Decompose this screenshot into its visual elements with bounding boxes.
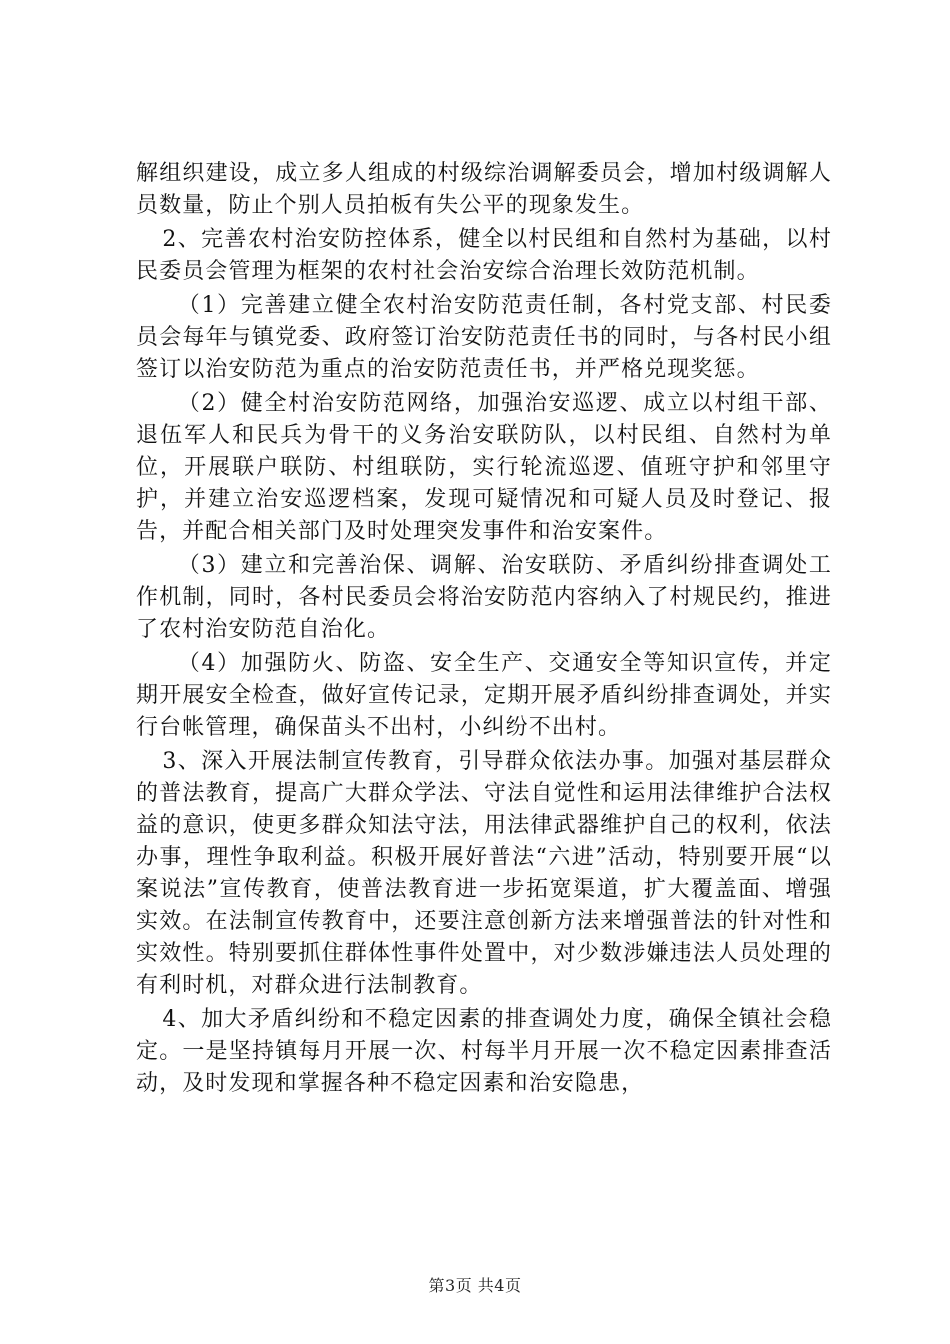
- page-number-footer: 第3页 共4页: [428, 1276, 522, 1295]
- paragraph-section-3: 3、深入开展法制宣传教育，引导群众依法办事。加强对基层群众的普法教育，提高广大群众学法、守法自觉性和运用法律维护合法权益的意识，使更多群众知法守法，用法律武器维护自己的权利，依法办事，理性争取利益。积极开展好普法“六进”活动，特别要开展“以案说法”宣传教育，使普法教育进一步拓宽渠道，扩大覆盖面、增强实效。在法制宣传教育中，还要注意创新方法来增强普法的针对性和实效性。特别要抓住群体性事件处置中，对少数涉嫌违法人员处理的有利时机，对群众进行法制教育。: [136, 749, 832, 998]
- paragraph-continuation: 解组织建设，成立多人组成的村级综治调解委员会，增加村级调解人员数量，防止个别人员拍板有失公平的现象发生。: [136, 161, 832, 218]
- paragraph-section-2: 2、完善农村治安防控体系，健全以村民组和自然村为基础，以村民委员会管理为框架的农村社会治安综合治理长效防范机制。: [136, 227, 832, 284]
- paragraph-item-1: （1）完善建立健全农村治安防范责任制，各村党支部、村民委员会每年与镇党委、政府签订治安防范责任书的同时，与各村民小组签订以治安防范为重点的治安防范责任书，并严格兑现奖惩。: [136, 293, 832, 382]
- paragraph-item-4: （4）加强防火、防盗、安全生产、交通安全等知识宣传，并定期开展安全检查，做好宣传记录，定期开展矛盾纠纷排查调处，并实行台帐管理，确保苗头不出村，小纠纷不出村。: [136, 651, 832, 740]
- paragraph-item-3: （3）建立和完善治保、调解、治安联防、矛盾纠纷排查调处工作机制，同时，各村民委员会将治安防范内容纳入了村规民约，推进了农村治安防范自治化。: [136, 553, 832, 642]
- document-body: [136, 158, 832, 1102]
- paragraph-section-4: 4、加大矛盾纠纷和不稳定因素的排查调处力度，确保全镇社会稳定。一是坚持镇每月开展一次、村每半月开展一次不稳定因素排查活动，及时发现和掌握各种不稳定因素和治安隐患，: [136, 1007, 832, 1096]
- paragraph-item-2: （2）健全村治安防范网络，加强治安巡逻、成立以村组干部、退伍军人和民兵为骨干的义务治安联防队，以村民组、自然村为单位，开展联户联防、村组联防，实行轮流巡逻、值班守护和邻里守护，并建立治安巡逻档案，发现可疑情况和可疑人员及时登记、报告，并配合相关部门及时处理突发事件和治安案件。: [136, 391, 832, 544]
